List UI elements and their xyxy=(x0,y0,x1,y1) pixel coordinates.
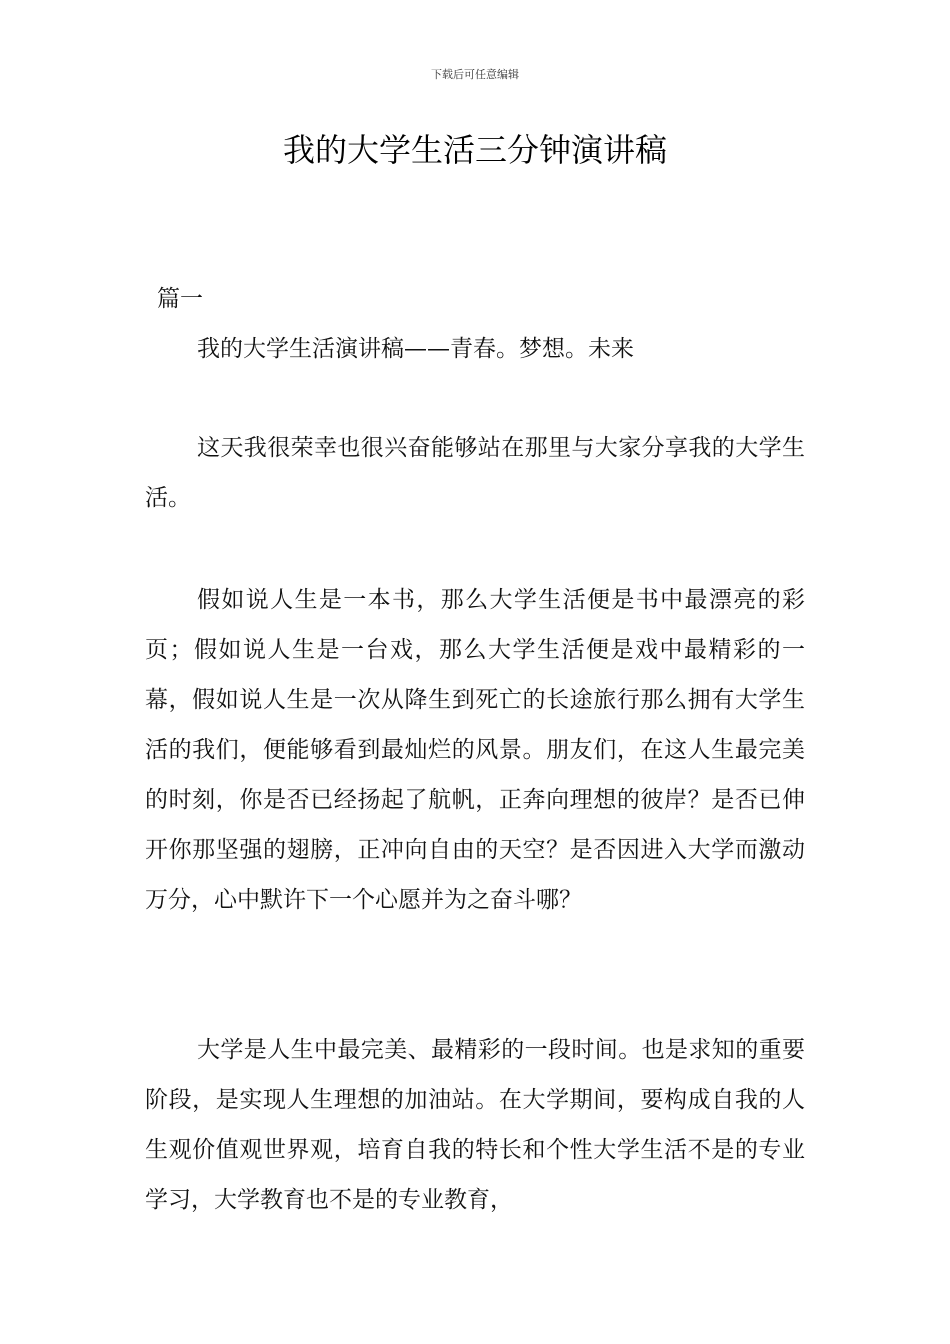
paragraph: 假如说人生是一本书，那么大学生活便是书中最漂亮的彩页；假如说人生是一台戏，那么大学生活便是戏中最精彩的一幕，假如说人生是一次从降生到死亡的长途旅行那么拥有大学生活的我们，便能够看到最灿烂的风景。朋友们，在这人生最完美的时刻，你是否已经扬起了航帆，正奔向理想的彼岸？是否已伸开你那坚强的翅膀，正冲向自由的天空？是否因进入大学而激动万分，心中默许下一个心愿并为之奋斗哪？ xyxy=(145,587,805,913)
header-note: 下载后可任意编辑 xyxy=(431,68,519,81)
speech-subtitle: 我的大学生活演讲稿——青春。梦想。未来 xyxy=(197,336,634,362)
paragraph: 大学是人生中最完美、最精彩的一段时间。也是求知的重要阶段，是实现人生理想的加油站。在大学期间，要构成自我的人生观价值观世界观，培育自我的特长和个性大学生活不是的专业学习，大学教育也不是的专业教育， xyxy=(145,1037,805,1213)
paragraph: 这天我很荣幸也很兴奋能够站在那里与大家分享我的大学生活。 xyxy=(145,435,805,511)
section-label: 篇一 xyxy=(157,286,203,312)
document-title: 我的大学生活三分钟演讲稿 xyxy=(282,131,667,169)
